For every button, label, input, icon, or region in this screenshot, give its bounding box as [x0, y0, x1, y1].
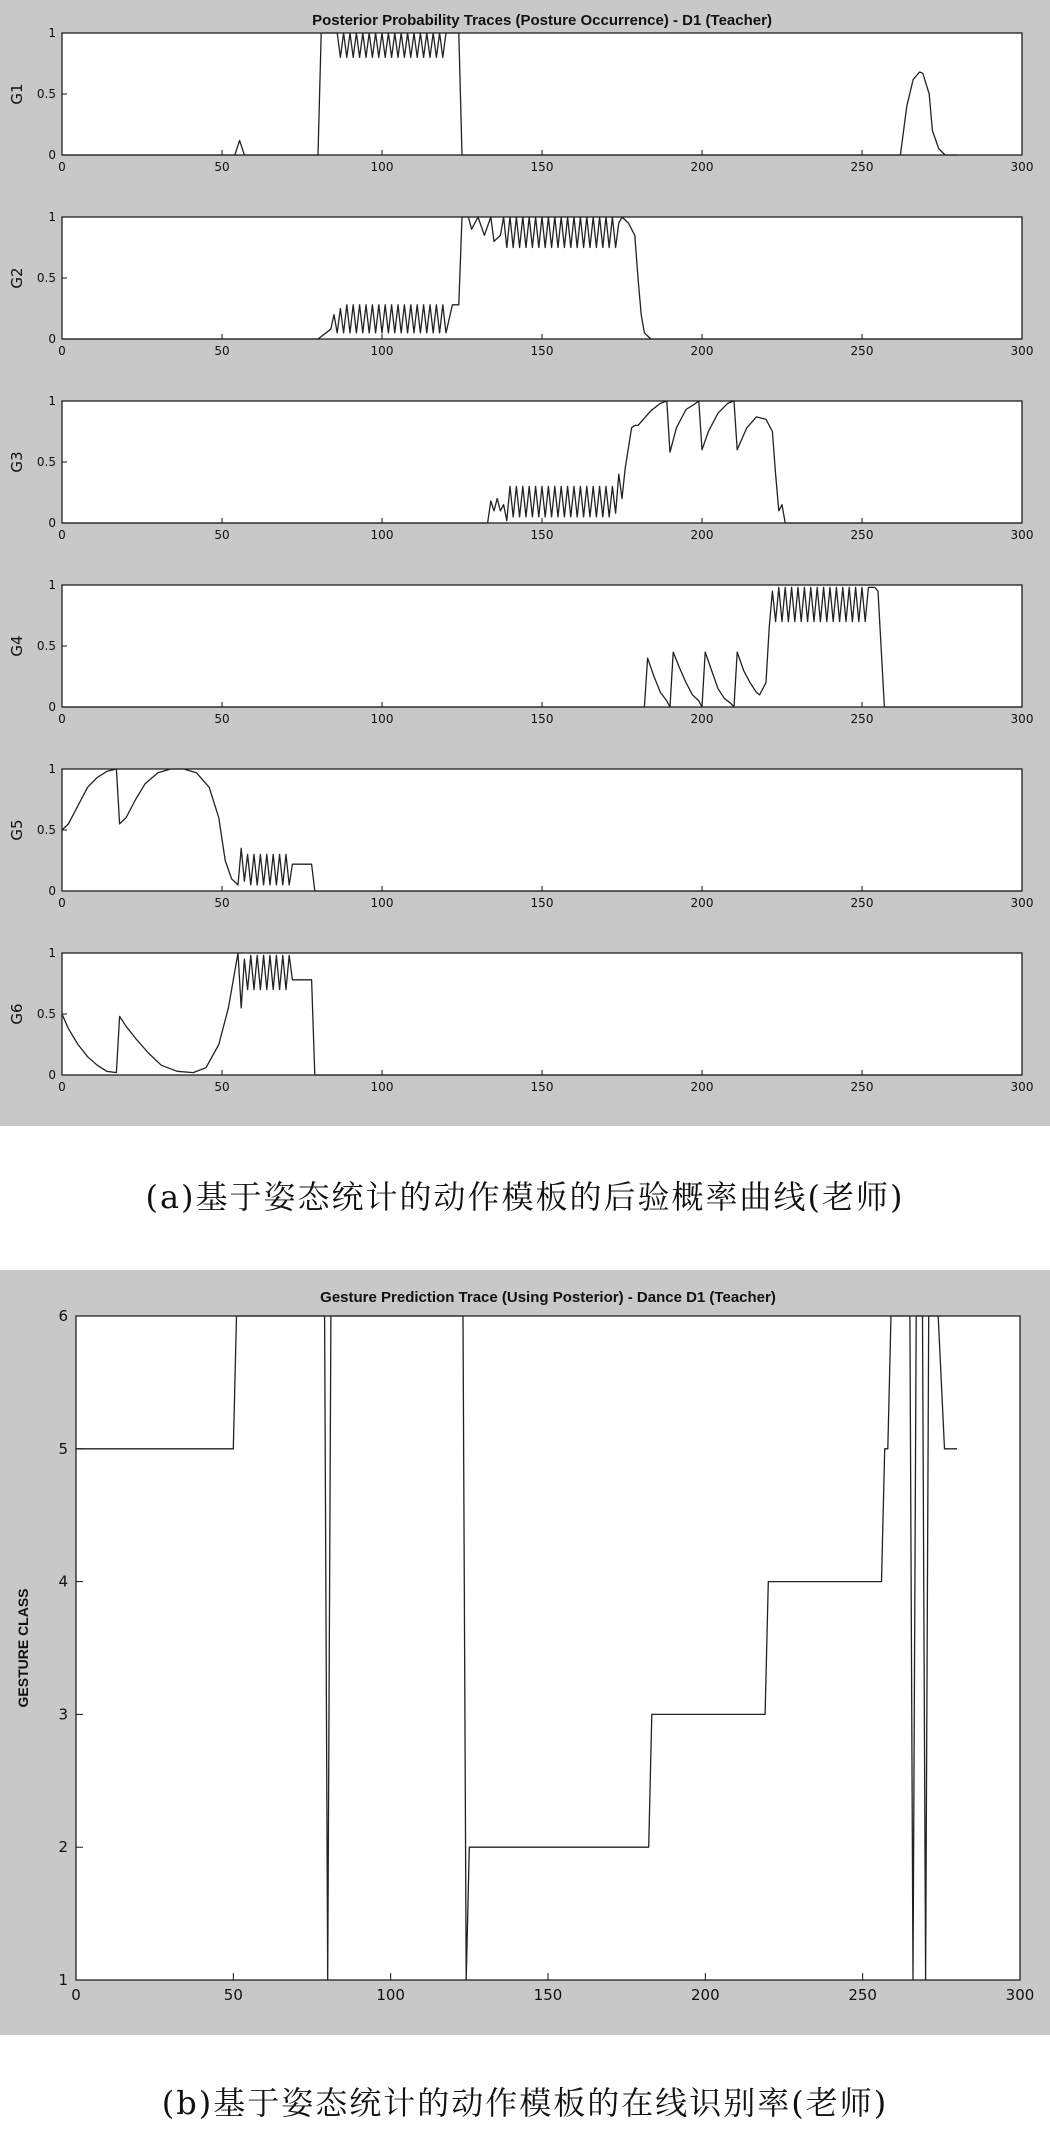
chart-b-xtick-label: 100	[376, 1986, 405, 2004]
subplot-4-xtick-label: 250	[850, 712, 874, 726]
subplot-3-ytick-label: 0	[48, 516, 56, 530]
subplot-2-xtick-label: 250	[850, 344, 874, 358]
chart-b-xtick-label: 50	[223, 1986, 243, 2004]
subplot-2-xtick-label: 200	[690, 344, 714, 358]
subplot-2-ytick-label: 1	[48, 210, 56, 224]
subplot-6-xtick-label: 150	[530, 1080, 554, 1094]
subplot-6-ytick-label: 0.5	[36, 1007, 56, 1021]
figure-b-panel	[0, 1270, 1050, 2035]
subplot-5-ytick-label: 0.5	[36, 823, 56, 837]
subplot-1-ytick-label: 1	[48, 26, 56, 40]
subplot-3-axes	[62, 401, 1022, 523]
subplot-3-xtick-label: 0	[58, 528, 66, 542]
subplot-6-xtick-label: 100	[370, 1080, 394, 1094]
subplot-3-xtick-label: 150	[530, 528, 554, 542]
chart-b-ytick-label: 6	[58, 1307, 68, 1325]
subplot-5-xtick-label: 200	[690, 896, 714, 910]
chart-b-ytick-label: 1	[58, 1971, 68, 1989]
subplot-3-ytick-label: 0.5	[36, 455, 56, 469]
subplot-4-ylabel: G4	[8, 635, 26, 657]
subplot-4-xtick-label: 50	[214, 712, 230, 726]
chart-b-ytick-label: 3	[58, 1705, 68, 1724]
subplot-1-xtick-label: 200	[690, 160, 714, 174]
chart-a-title: Posterior Probability Traces (Posture Occurrence) - D1 (Teacher)	[312, 12, 772, 29]
chart-b-xtick-label: 150	[533, 1986, 563, 2004]
chart-b-xtick-label: 0	[71, 1986, 81, 2004]
subplot-4-xtick-label: 300	[1010, 712, 1034, 726]
subplot-1-xtick-label: 0	[58, 160, 66, 174]
chart-b-title: Gesture Prediction Trace (Using Posterior) - Dance D1 (Teacher)	[320, 1289, 776, 1306]
subplot-1-xtick-label: 250	[850, 160, 874, 174]
subplot-6-xtick-label: 250	[850, 1080, 874, 1094]
chart-b-ytick-label: 4	[58, 1572, 68, 1591]
subplot-5-axes	[62, 769, 1022, 891]
chart-b-xtick-label: 200	[691, 1986, 720, 2004]
subplot-3-xtick-label: 200	[690, 528, 714, 542]
subplot-2-xtick-label: 150	[530, 344, 554, 358]
subplot-5-xtick-label: 0	[58, 896, 66, 910]
subplot-1-xtick-label: 100	[370, 160, 394, 174]
subplot-5-xtick-label: 100	[370, 896, 394, 910]
subplot-4-xtick-label: 100	[370, 712, 394, 726]
subplot-2-ytick-label: 0.5	[36, 271, 56, 285]
subplot-2-ytick-label: 0	[48, 332, 56, 346]
chart-b-axes	[76, 1316, 1020, 1980]
subplot-3-xtick-label: 300	[1010, 528, 1034, 542]
chart-b-xtick-label: 250	[848, 1986, 877, 2004]
subplot-5-xtick-label: 250	[850, 896, 874, 910]
subplot-5-xtick-label: 150	[530, 896, 554, 910]
subplot-4-xtick-label: 0	[58, 712, 66, 726]
subplot-6-axes	[62, 953, 1022, 1075]
subplot-1-xtick-label: 150	[530, 160, 554, 174]
subplot-6-ytick-label: 0	[48, 1068, 56, 1082]
subplot-5-ytick-label: 1	[48, 762, 56, 776]
subplot-1-ytick-label: 0.5	[36, 87, 56, 101]
subplot-6-xtick-label: 0	[58, 1080, 66, 1094]
subplot-6-xtick-label: 200	[690, 1080, 714, 1094]
subplot-2-xtick-label: 50	[214, 344, 230, 358]
subplot-1-xtick-label: 50	[214, 160, 230, 174]
chart-b-ylabel: GESTURE CLASS	[15, 1588, 31, 1708]
subplot-3-ytick-label: 1	[48, 394, 56, 408]
subplot-2-axes	[62, 217, 1022, 339]
chart-b-ytick-label: 5	[58, 1439, 68, 1458]
figure-a-caption: (a)基于姿态统计的动作模板的后验概率曲线(老师)	[145, 1178, 905, 1216]
gesture-prediction-chart	[0, 1270, 1050, 2035]
subplot-3-ylabel: G3	[8, 451, 26, 473]
subplot-1-axes	[62, 33, 1022, 155]
subplot-3-xtick-label: 50	[214, 528, 230, 542]
subplot-4-axes	[62, 585, 1022, 707]
subplot-1-xtick-label: 300	[1010, 160, 1034, 174]
subplot-6-ylabel: G6	[8, 1003, 26, 1025]
subplot-6-xtick-label: 300	[1010, 1080, 1034, 1094]
chart-b-ytick-label: 2	[58, 1838, 68, 1857]
subplot-1-ylabel: G1	[8, 83, 26, 105]
subplot-5-xtick-label: 50	[214, 896, 230, 910]
subplot-4-ytick-label: 0.5	[36, 639, 56, 653]
subplot-2-xtick-label: 100	[370, 344, 394, 358]
subplot-6-ytick-label: 1	[48, 946, 56, 960]
figure-b-caption: (b)基于姿态统计的动作模板的在线识别率(老师)	[161, 2084, 889, 2122]
subplot-2-xtick-label: 0	[58, 344, 66, 358]
chart-b-xtick-label: 300	[1005, 1986, 1035, 2004]
subplot-5-ylabel: G5	[8, 819, 26, 841]
subplot-5-xtick-label: 300	[1010, 896, 1034, 910]
subplot-4-ytick-label: 0	[48, 700, 56, 714]
subplot-5-ytick-label: 0	[48, 884, 56, 898]
subplot-4-xtick-label: 200	[690, 712, 714, 726]
subplot-2-xtick-label: 300	[1010, 344, 1034, 358]
subplot-1-ytick-label: 0	[48, 148, 56, 162]
subplot-3-xtick-label: 250	[850, 528, 874, 542]
subplot-4-xtick-label: 150	[530, 712, 554, 726]
subplot-4-ytick-label: 1	[48, 578, 56, 592]
subplot-2-ylabel: G2	[8, 267, 26, 289]
subplot-3-xtick-label: 100	[370, 528, 394, 542]
subplot-6-xtick-label: 50	[214, 1080, 230, 1094]
